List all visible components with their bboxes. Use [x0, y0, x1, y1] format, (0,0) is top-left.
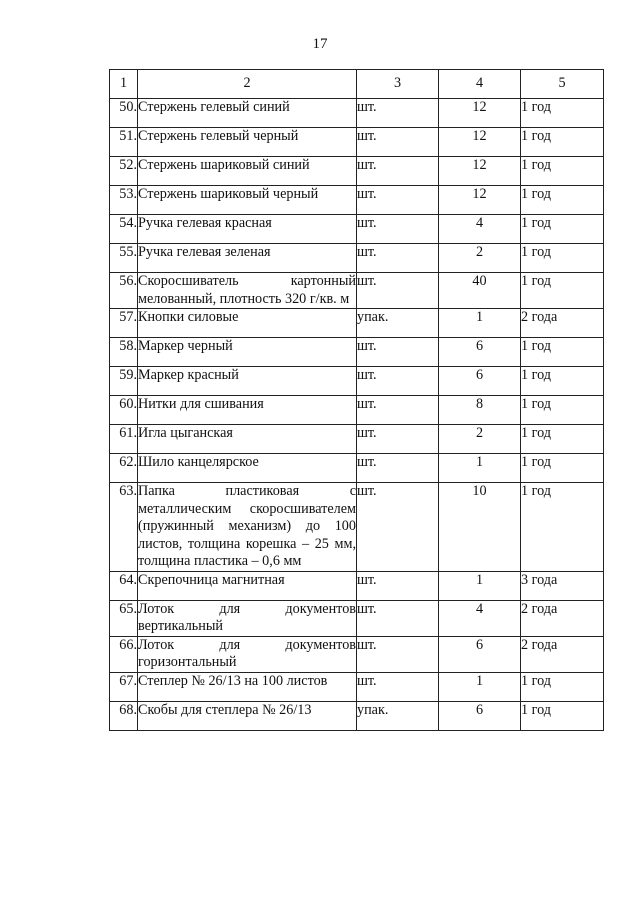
- item-quantity: 6: [439, 338, 521, 367]
- table-row: [110, 186, 604, 215]
- item-unit: шт.: [357, 244, 439, 273]
- item-name: Стержень гелевый черный: [138, 128, 357, 157]
- item-name: Шило канцелярское: [138, 454, 357, 483]
- header-cell-term: 5: [521, 70, 604, 99]
- item-unit: шт.: [357, 425, 439, 454]
- item-term: 1 год: [521, 128, 604, 157]
- table-row: [110, 244, 604, 273]
- item-name: Стержень шариковый синий: [138, 157, 357, 186]
- item-name: Стержень шариковый черный: [138, 186, 357, 215]
- item-term: 2 года: [521, 600, 604, 636]
- row-number: 51.: [110, 128, 138, 157]
- item-quantity: 6: [439, 367, 521, 396]
- item-unit: шт.: [357, 128, 439, 157]
- row-number: 65.: [110, 600, 138, 636]
- row-number: 54.: [110, 215, 138, 244]
- table-row: [110, 309, 604, 338]
- item-term: 1 год: [521, 215, 604, 244]
- item-quantity: 10: [439, 483, 521, 572]
- item-unit: шт.: [357, 157, 439, 186]
- item-quantity: 8: [439, 396, 521, 425]
- row-number: 55.: [110, 244, 138, 273]
- item-quantity: 4: [439, 600, 521, 636]
- row-number: 62.: [110, 454, 138, 483]
- row-number: 53.: [110, 186, 138, 215]
- item-name: Ручка гелевая красная: [138, 215, 357, 244]
- table-row: [110, 157, 604, 186]
- item-quantity: 2: [439, 244, 521, 273]
- item-unit: шт.: [357, 99, 439, 128]
- item-term: 2 года: [521, 636, 604, 672]
- header-cell-unit: 3: [357, 70, 439, 99]
- item-term: 1 год: [521, 396, 604, 425]
- item-quantity: 12: [439, 186, 521, 215]
- row-number: 68.: [110, 701, 138, 730]
- row-number: 56.: [110, 273, 138, 309]
- header-cell-name: 2: [138, 70, 357, 99]
- item-unit: шт.: [357, 571, 439, 600]
- item-quantity: 1: [439, 571, 521, 600]
- item-term: 1 год: [521, 244, 604, 273]
- item-name: Ручка гелевая зеленая: [138, 244, 357, 273]
- header-cell-quantity: 4: [439, 70, 521, 99]
- row-number: 63.: [110, 483, 138, 572]
- item-name: Скобы для степлера № 26/13: [138, 701, 357, 730]
- item-quantity: 2: [439, 425, 521, 454]
- item-term: 2 года: [521, 309, 604, 338]
- item-quantity: 6: [439, 636, 521, 672]
- item-unit: шт.: [357, 215, 439, 244]
- item-term: 1 год: [521, 157, 604, 186]
- item-name: Степлер № 26/13 на 100 листов: [138, 672, 357, 701]
- item-unit: шт.: [357, 186, 439, 215]
- row-number: 52.: [110, 157, 138, 186]
- item-term: 1 год: [521, 454, 604, 483]
- item-name: Скрепочница магнитная: [138, 571, 357, 600]
- item-quantity: 1: [439, 309, 521, 338]
- item-quantity: 4: [439, 215, 521, 244]
- item-term: 1 год: [521, 186, 604, 215]
- item-unit: шт.: [357, 483, 439, 572]
- item-unit: шт.: [357, 396, 439, 425]
- supplies-table: [109, 69, 604, 731]
- item-term: 1 год: [521, 273, 604, 309]
- table-body: [110, 99, 604, 731]
- item-name: Маркер красный: [138, 367, 357, 396]
- item-name: Скоросшиватель картонный мелованный, плотность 320 г/кв. м: [138, 273, 356, 307]
- item-name: Лоток для документов вертикальный: [138, 600, 356, 634]
- item-term: 1 год: [521, 672, 604, 701]
- item-term: 1 год: [521, 483, 604, 572]
- item-term: 3 года: [521, 571, 604, 600]
- item-term: 1 год: [521, 425, 604, 454]
- row-number: 59.: [110, 367, 138, 396]
- table-row: [110, 425, 604, 454]
- item-unit: шт.: [357, 672, 439, 701]
- item-term: 1 год: [521, 338, 604, 367]
- item-name: Папка пластиковая с металлическим скоросшивателем (пружинный механизм) до 100 листов, толщина корешка – 25 мм, толщина пластика – 0,6 мм: [138, 483, 356, 569]
- item-unit: шт.: [357, 367, 439, 396]
- table-row: [110, 672, 604, 701]
- table-row: [110, 338, 604, 367]
- table-row: [110, 99, 604, 128]
- item-unit: шт.: [357, 273, 439, 309]
- table-row: [110, 273, 604, 309]
- table-row: [110, 571, 604, 600]
- row-number: 57.: [110, 309, 138, 338]
- table-row: [110, 454, 604, 483]
- item-unit: упак.: [357, 309, 439, 338]
- item-name: Лоток для документов горизонтальный: [138, 636, 356, 670]
- item-term: 1 год: [521, 99, 604, 128]
- table-row: [110, 367, 604, 396]
- item-quantity: 12: [439, 128, 521, 157]
- item-unit: шт.: [357, 338, 439, 367]
- row-number: 66.: [110, 636, 138, 672]
- header-cell-number: 1: [110, 70, 138, 99]
- table-row: [110, 128, 604, 157]
- item-term: 1 год: [521, 367, 604, 396]
- row-number: 60.: [110, 396, 138, 425]
- table-row: [110, 636, 604, 672]
- item-quantity: 12: [439, 157, 521, 186]
- item-unit: шт.: [357, 454, 439, 483]
- table-row: [110, 215, 604, 244]
- table-row: [110, 396, 604, 425]
- item-quantity: 12: [439, 99, 521, 128]
- table-row: [110, 701, 604, 730]
- item-quantity: 40: [439, 273, 521, 309]
- item-name: Кнопки силовые: [138, 309, 357, 338]
- table-row: [110, 600, 604, 636]
- table-row: [110, 483, 604, 572]
- page-number: 17: [312, 36, 328, 52]
- item-quantity: 1: [439, 454, 521, 483]
- item-name: Нитки для сшивания: [138, 396, 357, 425]
- item-unit: шт.: [357, 600, 439, 636]
- item-name: Игла цыганская: [138, 425, 357, 454]
- row-number: 58.: [110, 338, 138, 367]
- item-unit: шт.: [357, 636, 439, 672]
- row-number: 64.: [110, 571, 138, 600]
- row-number: 61.: [110, 425, 138, 454]
- item-quantity: 6: [439, 701, 521, 730]
- row-number: 67.: [110, 672, 138, 701]
- item-name: Стержень гелевый синий: [138, 99, 357, 128]
- item-term: 1 год: [521, 701, 604, 730]
- table-header-row: [110, 70, 604, 99]
- item-unit: упак.: [357, 701, 439, 730]
- row-number: 50.: [110, 99, 138, 128]
- item-name: Маркер черный: [138, 338, 357, 367]
- item-quantity: 1: [439, 672, 521, 701]
